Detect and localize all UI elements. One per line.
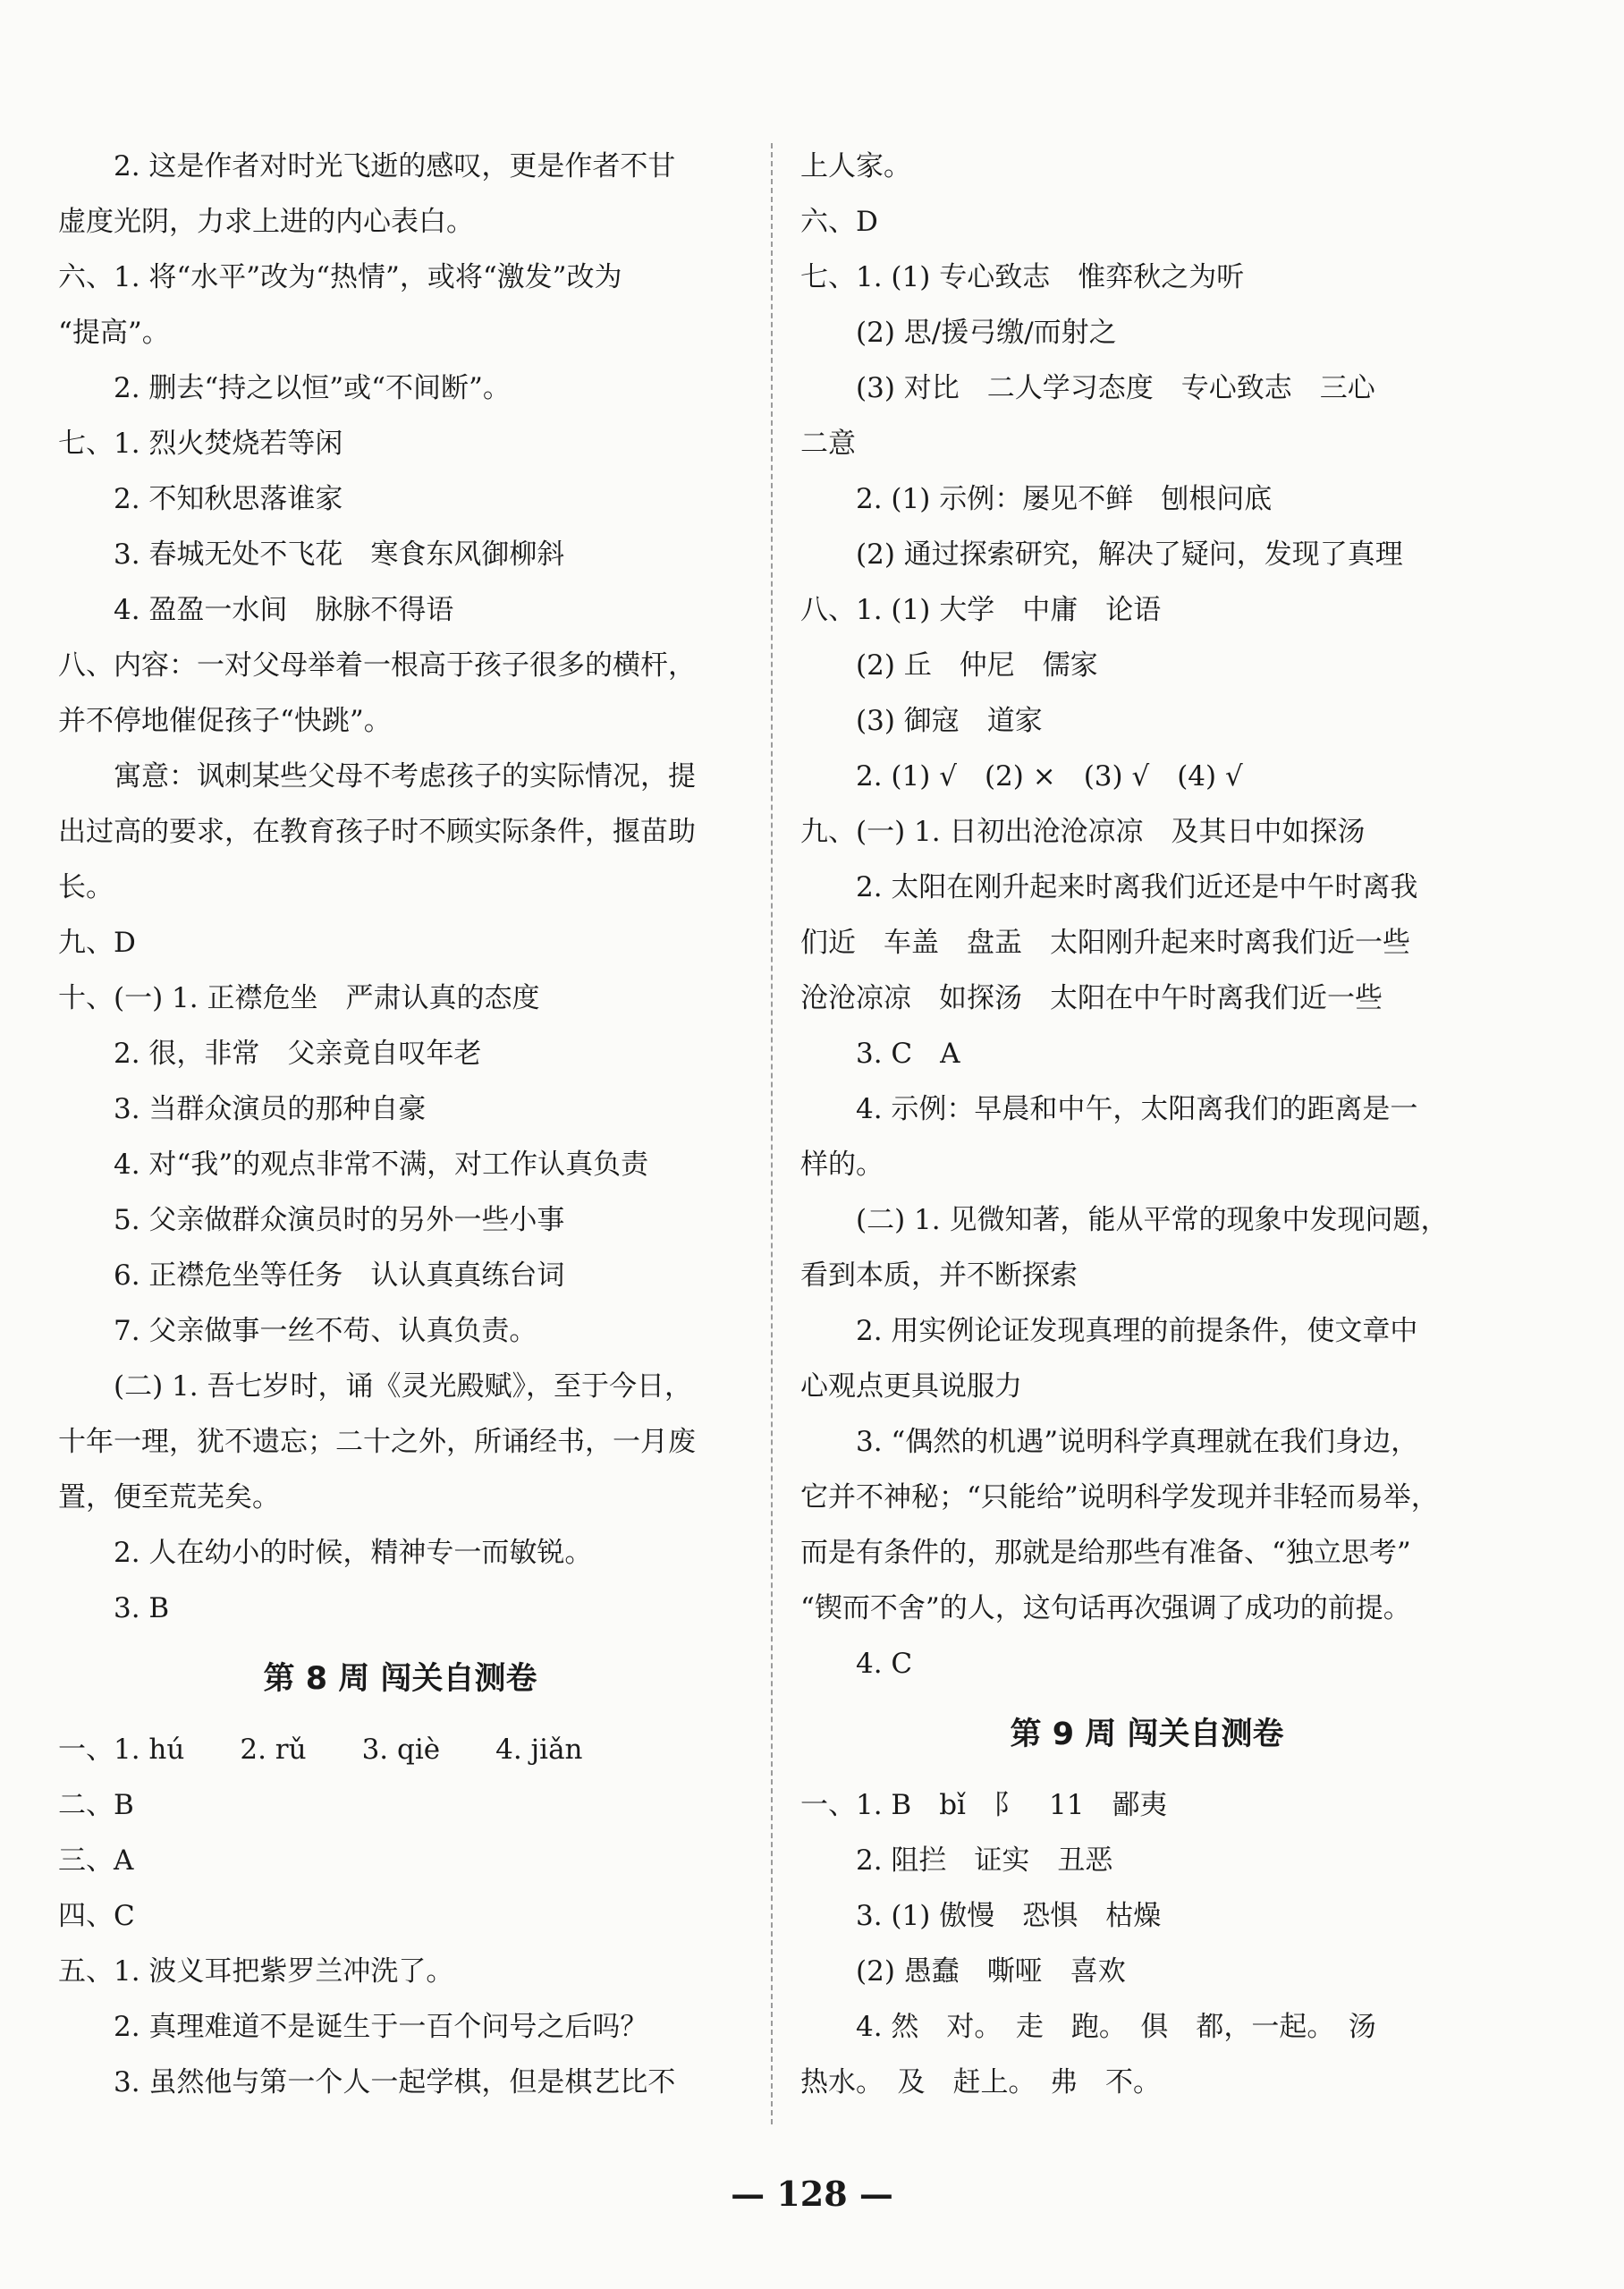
- answer-line: 上人家。: [800, 150, 911, 182]
- week8-answers: [58, 1722, 742, 2110]
- answer-line: 2. 很，非常 父亲竟自叹年老: [58, 1038, 482, 1070]
- answer-line: 4. 然 对。 走 跑。 俱 都，一起。 汤: [800, 2011, 1376, 2043]
- answer-line: 六、D: [800, 206, 878, 238]
- answer-line: 心观点更具说服力: [800, 1370, 1022, 1403]
- answer-line: 看到本质，并不断探索: [800, 1259, 1078, 1292]
- answer-line: 2. 这是作者对时光飞逝的感叹，更是作者不甘: [58, 150, 676, 182]
- week9-answers: [800, 1777, 1493, 2110]
- left-answers: [58, 139, 742, 1636]
- answer-line: 2. 太阳在刚升起来时离我们近还是中午时离我: [800, 871, 1418, 903]
- answer-line: (2) 丘 仲尼 儒家: [800, 649, 1098, 682]
- answer-line: (3) 御寇 道家: [800, 705, 1043, 737]
- answer-line: 热水。 及 赶上。 弗 不。: [800, 2066, 1161, 2098]
- answer-line: 七、1. (1) 专心致志 惟弈秋之为听: [800, 261, 1245, 293]
- answer-line: 寓意：讽刺某些父母不考虑孩子的实际情况，提: [58, 760, 696, 793]
- answer-line: (2) 通过探索研究，解决了疑问，发现了真理: [800, 538, 1403, 571]
- answer-line: 一、1. B bǐ 阝 11 鄙夷: [800, 1789, 1168, 1821]
- answer-line: 5. 父亲做群众演员时的另外一些小事: [58, 1204, 565, 1236]
- answer-line: 3. “偶然的机遇”说明科学真理就在我们身边，: [800, 1426, 1419, 1458]
- answer-line: 4. 盈盈一水间 脉脉不得语: [58, 594, 454, 626]
- answer-line: 7. 父亲做事一丝不苟、认真负责。: [58, 1315, 537, 1347]
- answer-line: 4. 对“我”的观点非常不满，对工作认真负责: [58, 1149, 649, 1181]
- answer-line: “提高”。: [58, 317, 170, 349]
- answer-line: 而是有条件的，那就是给那些有准备、“独立思考”: [800, 1537, 1411, 1569]
- answer-line: 3. (1) 傲慢 恐惧 枯燥: [800, 1900, 1162, 1932]
- answer-line: 们近 车盖 盘盂 太阳刚升起来时离我们近一些: [800, 927, 1410, 959]
- answer-line: 3. B: [58, 1592, 170, 1624]
- answer-line: 七、1. 烈火焚烧若等闲: [58, 428, 343, 460]
- answer-line: 置，便至荒芜矣。: [58, 1481, 280, 1513]
- right-answers: [800, 139, 1493, 1691]
- answer-line: 6. 正襟危坐等任务 认认真真练台词: [58, 1259, 565, 1292]
- answer-line: 2. 删去“持之以恒”或“不间断”。: [58, 372, 511, 404]
- answer-line: 并不停地催促孩子“快跳”。: [58, 705, 392, 737]
- answer-line: 十、(一) 1. 正襟危坐 严肃认真的态度: [58, 982, 540, 1014]
- answer-line: 3. 当群众演员的那种自豪: [58, 1093, 427, 1125]
- answer-line: 样的。: [800, 1149, 884, 1181]
- answer-line: (2) 愚蠢 嘶哑 喜欢: [800, 1955, 1126, 1988]
- answer-line: 十年一理，犹不遗忘；二十之外，所诵经书，一月废: [58, 1426, 696, 1458]
- answer-line: 出过高的要求，在教育孩子时不顾实际条件，揠苗助: [58, 816, 696, 848]
- answer-line: (二) 1. 吾七岁时，诵《灵光殿赋》，至于今日，: [58, 1370, 692, 1403]
- answer-line: (二) 1. 见微知著，能从平常的现象中发现问题，: [800, 1204, 1449, 1236]
- answer-line: 四、C: [58, 1900, 135, 1932]
- answer-line: 2. (1) 示例：屡见不鲜 刨根问底: [800, 483, 1273, 515]
- answer-line: 二、B: [58, 1789, 134, 1821]
- answer-line: 八、内容：一对父母举着一根高于孩子很多的横杆，: [58, 649, 696, 682]
- answer-line: 2. 真理难道不是诞生于一百个问号之后吗？: [58, 2011, 648, 2043]
- answer-line: 六、1. 将“水平”改为“热情”，或将“激发”改为: [58, 261, 622, 293]
- answer-line: 它并不神秘；“只能给”说明科学发现并非轻而易举，: [800, 1481, 1439, 1513]
- answer-line: 三、A: [58, 1844, 134, 1877]
- column-divider: [771, 143, 773, 2124]
- answer-line: 一、1. hú 2. rǔ 3. qiè 4. jiǎn: [58, 1734, 583, 1766]
- page-number: — 128 —: [731, 2174, 893, 2214]
- answer-line: 二意: [800, 428, 856, 460]
- week8-section-title: 第 8 周 闯关自测卷: [263, 1661, 537, 1697]
- answer-line: 八、1. (1) 大学 中庸 论语: [800, 594, 1162, 626]
- right-column: [800, 139, 1493, 2110]
- answer-line: 长。: [58, 871, 114, 903]
- answer-line: 九、D: [58, 927, 136, 959]
- answer-line: 五、1. 波义耳把紫罗兰冲洗了。: [58, 1955, 454, 1988]
- answer-line: “锲而不舍”的人，这句话再次强调了成功的前提。: [800, 1592, 1411, 1624]
- left-column: [58, 139, 742, 2110]
- answer-line: 3. C A: [800, 1038, 960, 1070]
- answer-line: 2. 阻拦 证实 丑恶: [800, 1844, 1113, 1877]
- answer-line: (3) 对比 二人学习态度 专心致志 三心: [800, 372, 1375, 404]
- answer-line: 3. 春城无处不飞花 寒食东风御柳斜: [58, 538, 565, 571]
- answer-line: 2. 用实例论证发现真理的前提条件，使文章中: [800, 1315, 1418, 1347]
- answer-line: 3. 虽然他与第一个人一起学棋，但是棋艺比不: [58, 2066, 676, 2098]
- answer-line: 2. 不知秋思落谁家: [58, 483, 343, 515]
- answer-line: (2) 思/援弓缴/而射之: [800, 317, 1117, 349]
- answer-line: 九、(一) 1. 日初出沧沧凉凉 及其日中如探汤: [800, 816, 1366, 848]
- answer-line: 虚度光阴，力求上进的内心表白。: [58, 206, 474, 238]
- week9-section-title: 第 9 周 闯关自测卷: [1010, 1717, 1284, 1752]
- answer-line: 4. 示例：早晨和中午，太阳离我们的距离是一: [800, 1093, 1418, 1125]
- answer-line: 2. (1) √ (2) × (3) √ (4) √: [800, 760, 1243, 793]
- answer-line: 沧沧凉凉 如探汤 太阳在中午时离我们近一些: [800, 982, 1383, 1014]
- answer-line: 2. 人在幼小的时候，精神专一而敏锐。: [58, 1537, 593, 1569]
- answer-line: 4. C: [800, 1648, 913, 1680]
